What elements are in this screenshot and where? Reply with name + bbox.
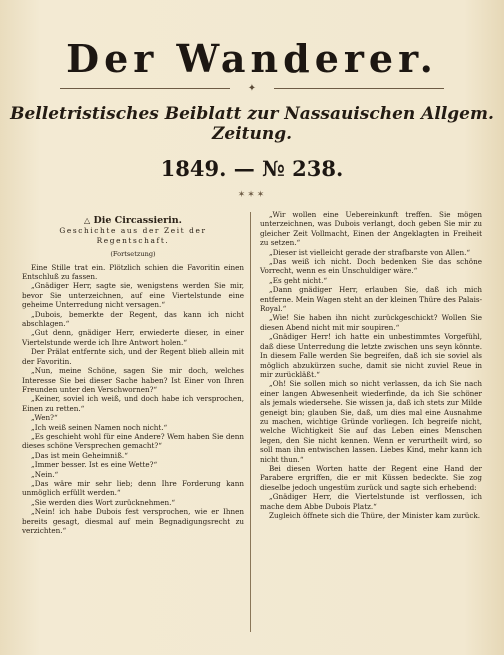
paragraph: „Wie! Sie haben ihn nicht zurückgeschickt? Wollen Sie diesen Abend nicht mit mir soupiren.“ [260, 313, 482, 332]
paragraph: „Nun, meine Schöne, sagen Sie mir doch, welches Interesse Sie bei dieser Sache haben? Ist Einer von Ihren Freunden unter den Verschwornen?“ [22, 366, 244, 394]
issue-number: 1849. — № 238. [160, 156, 344, 181]
ornament-flourish-icon: ✦ [247, 83, 257, 94]
right-paragraphs [260, 210, 482, 520]
paragraph: „Dieser ist vielleicht gerade der strafbarste von Allen.“ [269, 247, 471, 257]
paragraph: „Dubois, bemerkte der Regent, das kann ich nicht abschlagen.“ [22, 309, 244, 329]
paragraph: „Das ist mein Geheimniß.“ [31, 450, 128, 460]
paragraph: „Sie werden dies Wort zurücknehmen.“ [31, 497, 176, 507]
paragraph: Zugleich öffnete sich die Thüre, der Minister kam zurück. [269, 511, 481, 520]
paragraph: „Das wäre mir sehr lieb; denn Ihre Forderung kann unmöglich erfüllt werden.“ [22, 478, 244, 498]
article-title-text: Die Circassierin. [93, 215, 182, 226]
paragraph: „Es geht nicht.“ [269, 275, 328, 285]
masthead-title: Der Wanderer. [66, 36, 438, 81]
paragraph: „Keiner, soviel ich weiß, und doch habe ich versprochen, Einen zu retten.“ [22, 394, 244, 413]
left-column [22, 210, 244, 535]
paragraph: „Gut denn, gnädiger Herr, erwiederte dieser, in einer Viertelstunde werde ich Ihre Antwort holen.“ [22, 328, 244, 347]
ornament-line-right [274, 88, 444, 89]
paragraph: „Oh! Sie sollen mich so nicht verlassen, da ich Sie nach einer langen Abwesenheit wiederfinde, da ich Sie schöner als jemals wiedersehe. Sie wissen ja, daß ich stets zur Milde geneigt bin; glauben Sie, daß, um dies mal eine Ausnahme zu machen, wichtige Gründe vorliegen. Ich begreife nicht, welche Wichtigkeit Sie auf das Leben eines Menschen legen, den Sie nicht kennen. Wenn er verurtheilt wird, so soll man ihn entwischen lassen. Liebes Kind, mehr kann ich nicht thun.“ [260, 379, 482, 464]
paragraph: „Nein.“ [31, 469, 59, 479]
issue-ornament: ✶✶✶ [237, 190, 267, 200]
masthead-subtitle: Belletristisches Beiblatt zur Nassauischen Allgem. Zeitung. [10, 104, 494, 144]
paragraph: „Das weiß ich nicht. Doch bedenken Sie das schöne Vorrecht, wenn es ein Unschuldiger wäre.“ [260, 257, 482, 276]
ornament-line-left [60, 88, 230, 89]
paragraph: „Wen?“ [31, 413, 58, 423]
paragraph: „Gnädiger Herr! ich hatte ein unbestimmtes Vorgefühl, daß diese Unterredung die letzte zwischen uns seyn könnte. In diesem Falle werden Sie begreifen, daß ich sie soviel als möglich abzukürzen suche, damit sie nicht zuviel Reue in mir zurückläßt.“ [260, 332, 482, 379]
paragraph: „Gnädiger Herr, sagte sie, wenigstens werden Sie mir, bevor Sie unterzeichnen, auf eine Viertelstunde eine geheime Unterredung nicht versagen.“ [22, 281, 244, 310]
column-divider [250, 212, 251, 632]
paragraph: „Wir wollen eine Uebereinkunft treffen. Sie mögen unterzeichnen, was Dubois verlangt, doch geben Sie mir zu gleicher Zeit Vollmacht, Einen der Angeklagten in Freiheit zu setzen.“ [260, 210, 482, 248]
continuation-note: (Fortsetzung) [110, 250, 156, 259]
paragraph: „Gnädiger Herr, die Viertelstunde ist verflossen, ich mache dem Abbe Dubois Platz.“ [260, 492, 482, 511]
paragraph: „Immer besser. Ist es eine Wette?“ [31, 460, 158, 470]
left-paragraphs [22, 263, 244, 536]
article-subtitle: Geschichte aus der Zeit der Regentschaft. [59, 226, 207, 245]
paragraph: Der Prälat entfernte sich, und der Regent blieb allein mit der Favoritin. [22, 347, 244, 366]
paragraph: Bei diesen Worten hatte der Regent eine Hand der Parabere ergriffen, die er mit Küssen bedeckte. Sie zog dieselbe jedoch ungestüm zurück und sagte sich erhebend: [260, 463, 482, 492]
paragraph: Eine Stille trat ein. Plötzlich schien die Favoritin einen Entschluß zu fassen. [22, 262, 244, 282]
paragraph: „Dann gnädiger Herr, erlauben Sie, daß ich mich entferne. Mein Wagen steht an der kleinen Thüre des Palais-Royal.“ [260, 285, 482, 314]
paragraph: „Ich weiß seinen Namen noch nicht.“ [31, 422, 168, 432]
paragraph: „Nein! ich habe Dubois fest versprochen, wie er Ihnen bereits gesagt, diesmal auf mein Begnadigungsrecht zu verzichten.“ [22, 507, 244, 535]
masthead-ornament [60, 84, 444, 94]
paragraph: „Es geschieht wohl für eine Andere? Wem haben Sie denn dieses schöne Versprechen gemacht?“ [22, 431, 244, 451]
article-title [22, 216, 244, 225]
right-column [260, 210, 482, 520]
triangle-icon: △ [84, 215, 91, 225]
